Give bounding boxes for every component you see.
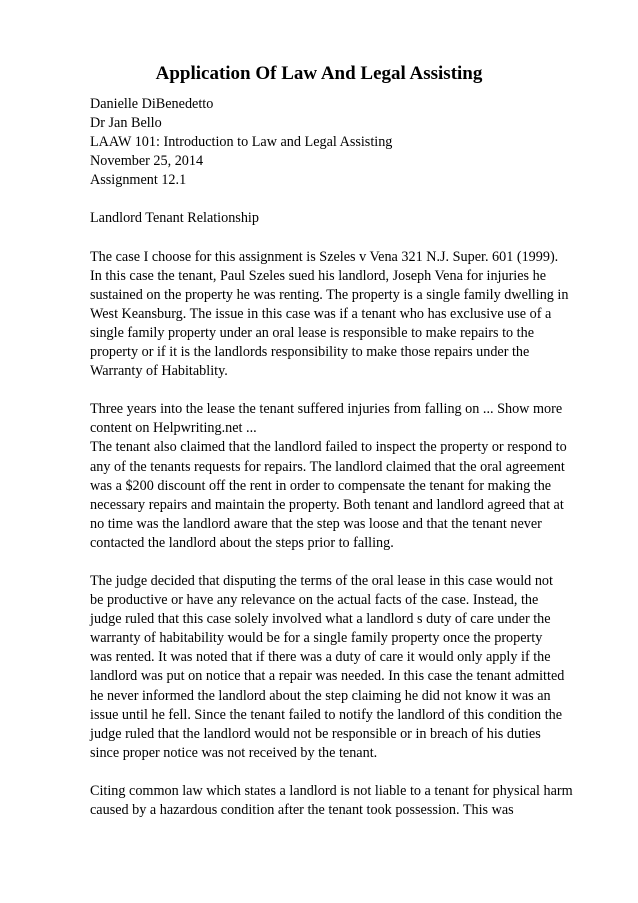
paragraph-2: Three years into the lease the tenant suffered injuries from falling on ... Show more content on Helpwriting.net ... The tenant also claimed that the landlord failed to inspect the property or respond to any of the tenants requests for repairs. The landlord claimed that the oral agreement was a $200 discount off the rent in order to compensate the tenant for making the necessary repairs and maintain the property. Both tenant and landlord agreed that at no time was the landlord aware that the step was loose and that the tenant never contacted the landlord about the steps prior to falling. bbox=[90, 401, 567, 551]
header-block bbox=[90, 95, 600, 190]
document-body bbox=[90, 95, 600, 820]
paragraph-1: The case I choose for this assignment is Szeles v Vena 321 N.J. Super. 601 (1999). In this case the tenant, Paul Szeles sued his landlord, Joseph Vena for injuries he sustained on the property he was renting. The property is a single family dwelling in West Keansburg. The issue in this case was if a tenant who has exclusive use of a single family property under an oral lease is responsible to make repairs to the property or if it is the landlords responsibility to make those repairs under the Warranty of Habitablity. bbox=[90, 248, 569, 380]
paragraph-4: Citing common law which states a landlord is not liable to a tenant for physical harm caused by a hazardous condition after the tenant took possession. This was bbox=[90, 782, 573, 818]
document-title: Application Of Law And Legal Assisting bbox=[155, 63, 483, 84]
course-name: LAAW 101: Introduction to Law and Legal Assisting bbox=[90, 134, 393, 151]
section-heading: Landlord Tenant Relationship bbox=[90, 210, 259, 227]
assignment-number: Assignment 12.1 bbox=[90, 172, 187, 189]
document-date: November 25, 2014 bbox=[90, 153, 204, 170]
paragraph-3: The judge decided that disputing the terms of the oral lease in this case would not be productive or have any relevance on the actual facts of the case. Instead, the judge ruled that this case solely involved what a landlord s duty of care under the warranty of habitability would be for a single family property once the property was rented. It was noted that if there was a duty of care it would only apply if the landlord was put on notice that a repair was needed. In this case the tenant admitted he never informed the landlord about the step claiming he did not know it was an issue until he fell. Since the tenant failed to notify the landlord of this condition the judge ruled that the landlord would not be responsible or in breach of his duties since proper notice was not received by the tenant. bbox=[90, 572, 565, 761]
instructor-name: Dr Jan Bello bbox=[90, 115, 162, 132]
author-name: Danielle DiBenedetto bbox=[90, 96, 214, 112]
